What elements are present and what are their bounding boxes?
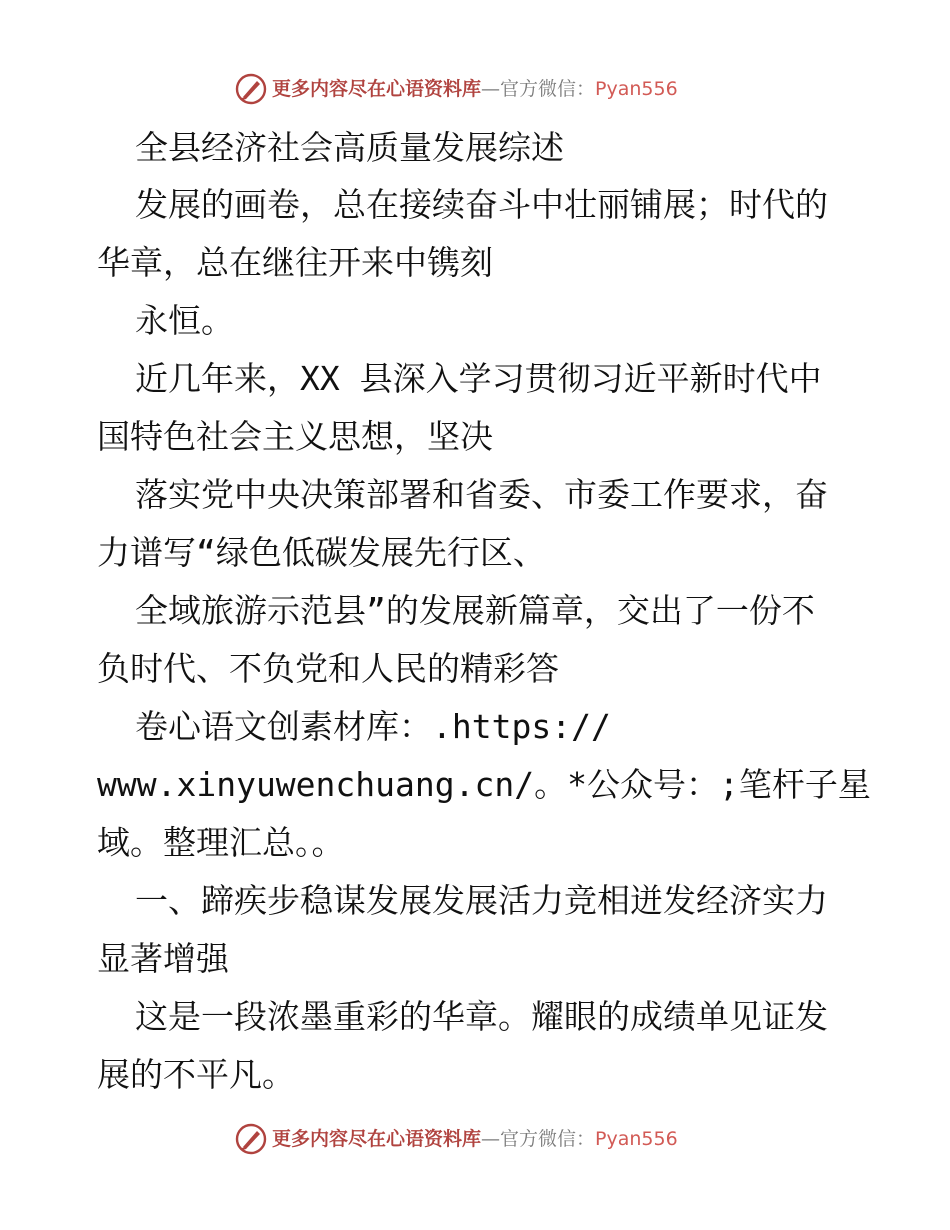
paragraph-line: 这是一段浓墨重彩的华章。耀眼的成绩单见证发 [135, 997, 828, 1036]
paragraph-line: 国特色社会主义思想，坚决 [97, 417, 493, 456]
watermark-wechat-label: 官方微信： [500, 78, 596, 100]
paragraph-line: 域。整理汇总。。 [97, 823, 345, 862]
paragraph-line: 近几年来，XX 县深入学习贯彻习近平新时代中 [135, 359, 822, 398]
watermark-wechat-id: Pyan556 [595, 1128, 678, 1150]
watermark-site: 更多内容尽在心语资料库 [272, 1128, 482, 1150]
watermark-wechat-id: Pyan556 [595, 78, 678, 100]
paragraph-line: 负时代、不负党和人民的精彩答 [97, 649, 559, 688]
paragraph-line: 落实党中央决策部署和省委、市委工作要求，奋 [135, 475, 828, 514]
paragraph-line: 发展的画卷，总在接续奋斗中壮丽铺展；时代的 [135, 185, 828, 224]
watermark-site: 更多内容尽在心语资料库 [272, 78, 482, 100]
watermark-text [272, 76, 678, 102]
section-heading-cont: 显著增强 [97, 939, 229, 978]
paragraph-line: 卷心语文创素材库：.https:// [135, 707, 611, 746]
paragraph-line: 展的不平凡。 [97, 1055, 295, 1094]
watermark-text [272, 1126, 678, 1152]
quill-pen-logo-icon [234, 1122, 268, 1156]
paragraph-line: 力谱写“绿色低碳发展先行区、 [97, 533, 546, 572]
footer-watermark [0, 1120, 950, 1160]
paragraph-line: 华章，总在继往开来中镌刻 [97, 243, 493, 282]
quill-pen-logo-icon [234, 72, 268, 106]
section-heading: 一、蹄疾步稳谋发展发展活力竞相迸发经济实力 [135, 881, 828, 920]
paragraph-line: 永恒。 [135, 301, 234, 340]
header-watermark [0, 70, 950, 110]
paragraph-line: 全域旅游示范县”的发展新篇章，交出了一份不 [135, 591, 815, 630]
paragraph-line: www.xinyuwenchuang.cn/。*公众号：;笔杆子星 [97, 765, 871, 804]
watermark-dash: — [481, 1128, 501, 1150]
document-title: 全县经济社会高质量发展综述 [135, 128, 564, 167]
watermark-wechat-label: 官方微信： [500, 1128, 596, 1150]
watermark-dash: — [481, 78, 501, 100]
